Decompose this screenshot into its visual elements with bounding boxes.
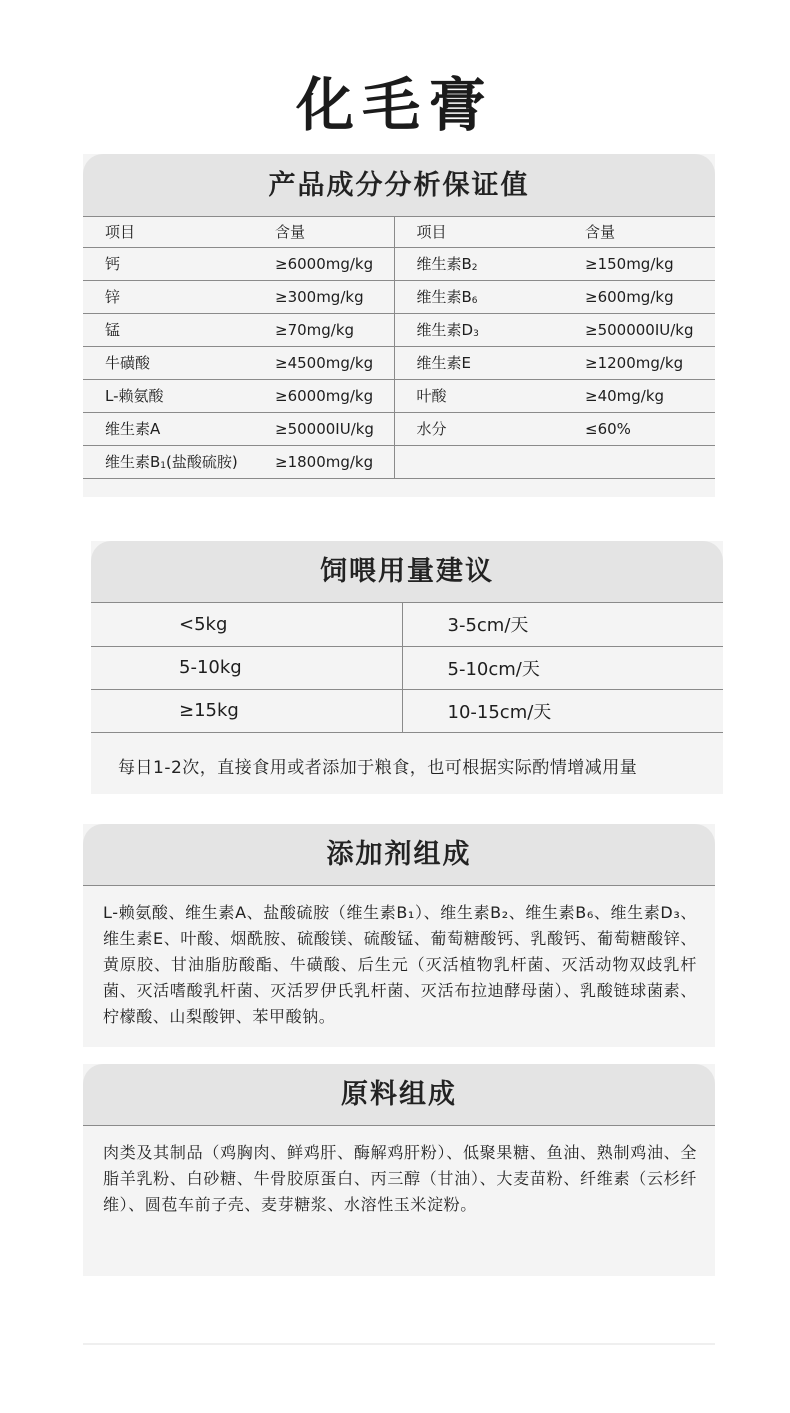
material-card [83, 1064, 715, 1276]
amount-cell: 10-15cm/天 [402, 689, 723, 732]
amount-cell: ≥6000mg/kg [253, 247, 394, 280]
amount-cell: ≤60% [563, 412, 715, 445]
analysis-card [83, 154, 715, 497]
item-text: 叶酸 [416, 387, 447, 405]
amount-cell: ≥500000IU/kg [563, 313, 715, 346]
additive-text: L-赖氨酸、维生素A、盐酸硫胺（维生素B₁）、维生素B₂、维生素B₆、维生素D₃、维生素E、叶酸、烟酰胺、硫酸镁、硫酸锰、葡萄糖酸钙、乳酸钙、葡萄糖酸锌、黄原胶、甘油脂肪酸酯、牛磺酸、后生元（灭活植物乳杆菌、灭活动物双歧乳杆菌、灭活嗜酸乳杆菌、灭活罗伊氏乳杆菌、灭活布拉迪酵母菌）、乳酸链球菌素、柠檬酸、山梨酸钾、苯甲酸钠。 [103, 903, 697, 1026]
material-heading: 原料组成 [83, 1064, 715, 1126]
item-cell: 牛磺酸 [83, 346, 253, 379]
additive-card [83, 824, 715, 1047]
analysis-header-row [83, 217, 715, 247]
item-subscript: 2 [471, 263, 478, 273]
item-cell: 钙 [83, 247, 253, 280]
item-cell: 维生素A [83, 412, 253, 445]
page-title: 化毛膏 [295, 71, 494, 139]
item-subscript: 1 [160, 461, 167, 471]
item-cell: 锰 [83, 313, 253, 346]
amount-cell: ≥1800mg/kg [253, 445, 394, 478]
weight-cell: <5kg [91, 603, 402, 646]
item-cell [394, 346, 563, 379]
material-text: 肉类及其制品（鸡胸肉、鲜鸡肝、酶解鸡肝粉）、低聚果糖、鱼油、熟制鸡油、全脂羊乳粉、白砂糖、牛骨胶原蛋白、丙三醇（甘油）、大麦苗粉、纤维素（云杉纤维）、圆苞车前子壳、麦芽糖浆、水溶性玉米淀粉。 [103, 1143, 697, 1214]
weight-cell: 5-10kg [91, 646, 402, 689]
item-cell: 锌 [83, 280, 253, 313]
item-text: 维生素B [416, 288, 472, 306]
item-cell [394, 379, 563, 412]
item-text: 维生素B [105, 453, 161, 471]
table-row [83, 247, 715, 280]
item-subscript: 3 [473, 329, 479, 339]
amount-cell: ≥6000mg/kg [253, 379, 394, 412]
item-subscript: 6 [471, 296, 478, 306]
amount-cell: ≥1200mg/kg [563, 346, 715, 379]
item-cell [394, 313, 563, 346]
item-cell [394, 247, 563, 280]
analysis-heading: 产品成分分析保证值 [83, 154, 715, 217]
analysis-table [83, 217, 715, 479]
amount-cell: ≥70mg/kg [253, 313, 394, 346]
table-row [91, 603, 723, 646]
feeding-card [91, 541, 723, 794]
item-cell [394, 280, 563, 313]
item-text: 维生素D [416, 321, 474, 339]
amount-cell: ≥4500mg/kg [253, 346, 394, 379]
table-row [91, 646, 723, 689]
amount-cell [563, 445, 715, 478]
feeding-note: 每日1-2次，直接食用或者添加于粮食，也可根据实际酌情增减用量 [118, 757, 638, 778]
item-cell [394, 445, 563, 478]
item-text: 水分 [416, 420, 447, 438]
amount-cell: 3-5cm/天 [402, 603, 723, 646]
column-header-item: 项目 [394, 217, 563, 247]
item-cell: L-赖氨酸 [83, 379, 253, 412]
table-row [83, 313, 715, 346]
amount-cell: ≥40mg/kg [563, 379, 715, 412]
amount-cell: ≥300mg/kg [253, 280, 394, 313]
table-row [83, 379, 715, 412]
feeding-table [91, 603, 723, 733]
item-cell [394, 412, 563, 445]
table-row [91, 689, 723, 732]
column-header-amount: 含量 [253, 217, 394, 247]
additive-heading: 添加剂组成 [83, 824, 715, 886]
amount-cell: ≥600mg/kg [563, 280, 715, 313]
item-text: 维生素B [416, 255, 472, 273]
amount-cell: ≥150mg/kg [563, 247, 715, 280]
table-row [83, 346, 715, 379]
bottom-divider [83, 1343, 715, 1345]
column-header-item: 项目 [83, 217, 253, 247]
item-suffix: (盐酸硫胺) [166, 453, 238, 471]
table-row [83, 280, 715, 313]
column-header-amount: 含量 [563, 217, 715, 247]
item-text: 维生素E [416, 354, 471, 372]
item-cell [83, 445, 253, 478]
table-row [83, 445, 715, 478]
amount-cell: ≥50000IU/kg [253, 412, 394, 445]
weight-cell: ≥15kg [91, 689, 402, 732]
feeding-heading: 饲喂用量建议 [91, 541, 723, 603]
table-row [83, 412, 715, 445]
amount-cell: 5-10cm/天 [402, 646, 723, 689]
